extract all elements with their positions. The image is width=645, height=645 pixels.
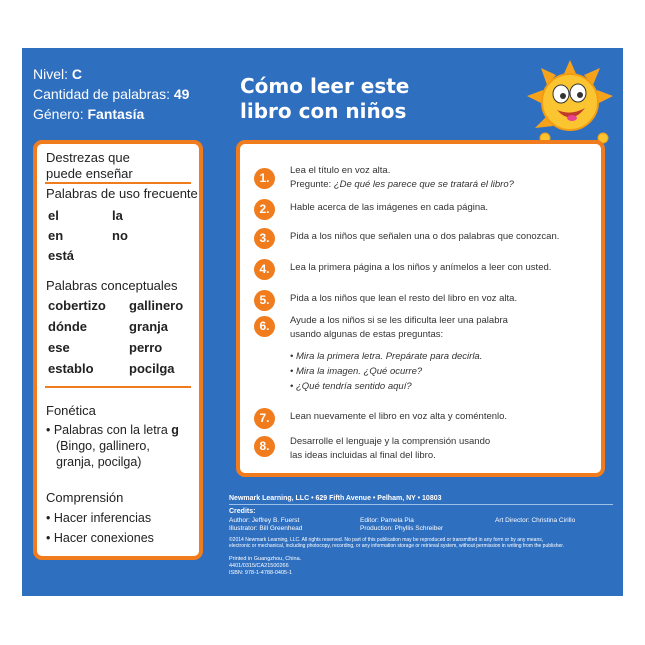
skills-box [33,140,203,560]
divider [45,386,191,388]
skills-heading: Destrezas que puede enseñar [46,150,133,181]
list-item: • Hacer inferencias [46,511,152,525]
word: no [112,228,128,243]
word: granja [129,319,169,334]
isbn: ISBN: 978-1-4788-0405-1 [229,570,292,576]
credit-author: Author: Jeffrey B. Fuerst [229,517,300,524]
sun-mascot-icon [525,58,615,144]
frequent-words-heading: Palabras de uso frecuente [46,186,198,201]
word: gallinero [129,298,184,313]
concept-words-heading: Palabras conceptuales [46,278,178,293]
copyright-text: ©2014 Newmark Learning, LLC. All rights reserved. No part of this publication may be reproduced or transmitted in any form or by any means, [229,537,544,543]
copyright-text: electronic or mechanical, including photocopy, recording, or any information storage or retrieval system, without permission in writing from the publisher. [229,543,565,549]
word: dónde [48,319,87,334]
printed-in: Printed in Guangzhou, China. [229,556,302,562]
hint-bullet: • Mira la imagen. ¿Qué ocurre? [290,366,423,377]
word: en [48,228,64,243]
divider [45,182,191,184]
word: ese [48,340,70,355]
divider [229,504,613,505]
word: cobertizo [48,298,106,313]
word: pocilga [129,361,175,376]
credit-art-director: Art Director: Christina Cirillo [495,517,576,524]
credit-production: Production: Phyllis Schreiber [360,525,444,532]
publisher-address: Newmark Learning, LLC • 629 Fifth Avenue • Pelham, NY • 10803 [229,495,442,502]
phonics-heading: Fonética [46,403,96,418]
genre-value: Fantasía [87,106,145,122]
book-meta: Nivel: C Cantidad de palabras: 49 Género: Fantasía [33,66,190,122]
word: perro [129,340,163,355]
hint-bullet: • Mira la primera letra. Prepárate para decirla. [290,351,483,362]
page-title: Cómo leer este libro con niños [240,74,410,123]
word-count-value: 49 [173,86,190,102]
product-code: 4401/0315/CA21500266 [229,563,289,569]
level-value: C [71,66,83,82]
reading-steps-box: 1. Lea el título en voz alta. Pregunte: ¿De qué les parece que se tratará el libro? 2. Hable acerca de las imágenes en cada página. 3. Pida a los niños que señalen una o dos palabras que conozcan. 4. Lea la primera página a los niños y anímelos a leer con usted. 5. Pida a los niños que lean el resto del libro en voz alta. 6. Ayude a los niños si se les dificulta leer una palabra usando algunas de estas preguntas: • Mira la primera letra. Prepárate para decirla. • Mira la imagen. ¿Qué ocurre? • ¿Qué tendría sentido aquí? 7. Lean nuevamente el libro en voz alta y coméntenlo. 8. Desarrolle el lenguaje y la comprensión usando las ideas incluidas al final del libro. [236,140,605,477]
phonics-item: • Palabras con la letra g (Bingo, gallinero, granja, pocilga) [46,423,179,469]
credit-editor: Editor: Pamela Pia [360,517,414,524]
word: el [48,208,59,223]
credit-illustrator: Illustrator: Bill Greenhead [229,525,303,532]
word: está [48,248,75,263]
word: establo [48,361,94,376]
comprehension-heading: Comprensión [46,490,124,505]
hint-bullet: • ¿Qué tendría sentido aquí? [290,381,412,392]
credits-label: Credits: [229,508,256,515]
word: la [112,208,123,223]
list-item: • Hacer conexiones [46,531,154,545]
